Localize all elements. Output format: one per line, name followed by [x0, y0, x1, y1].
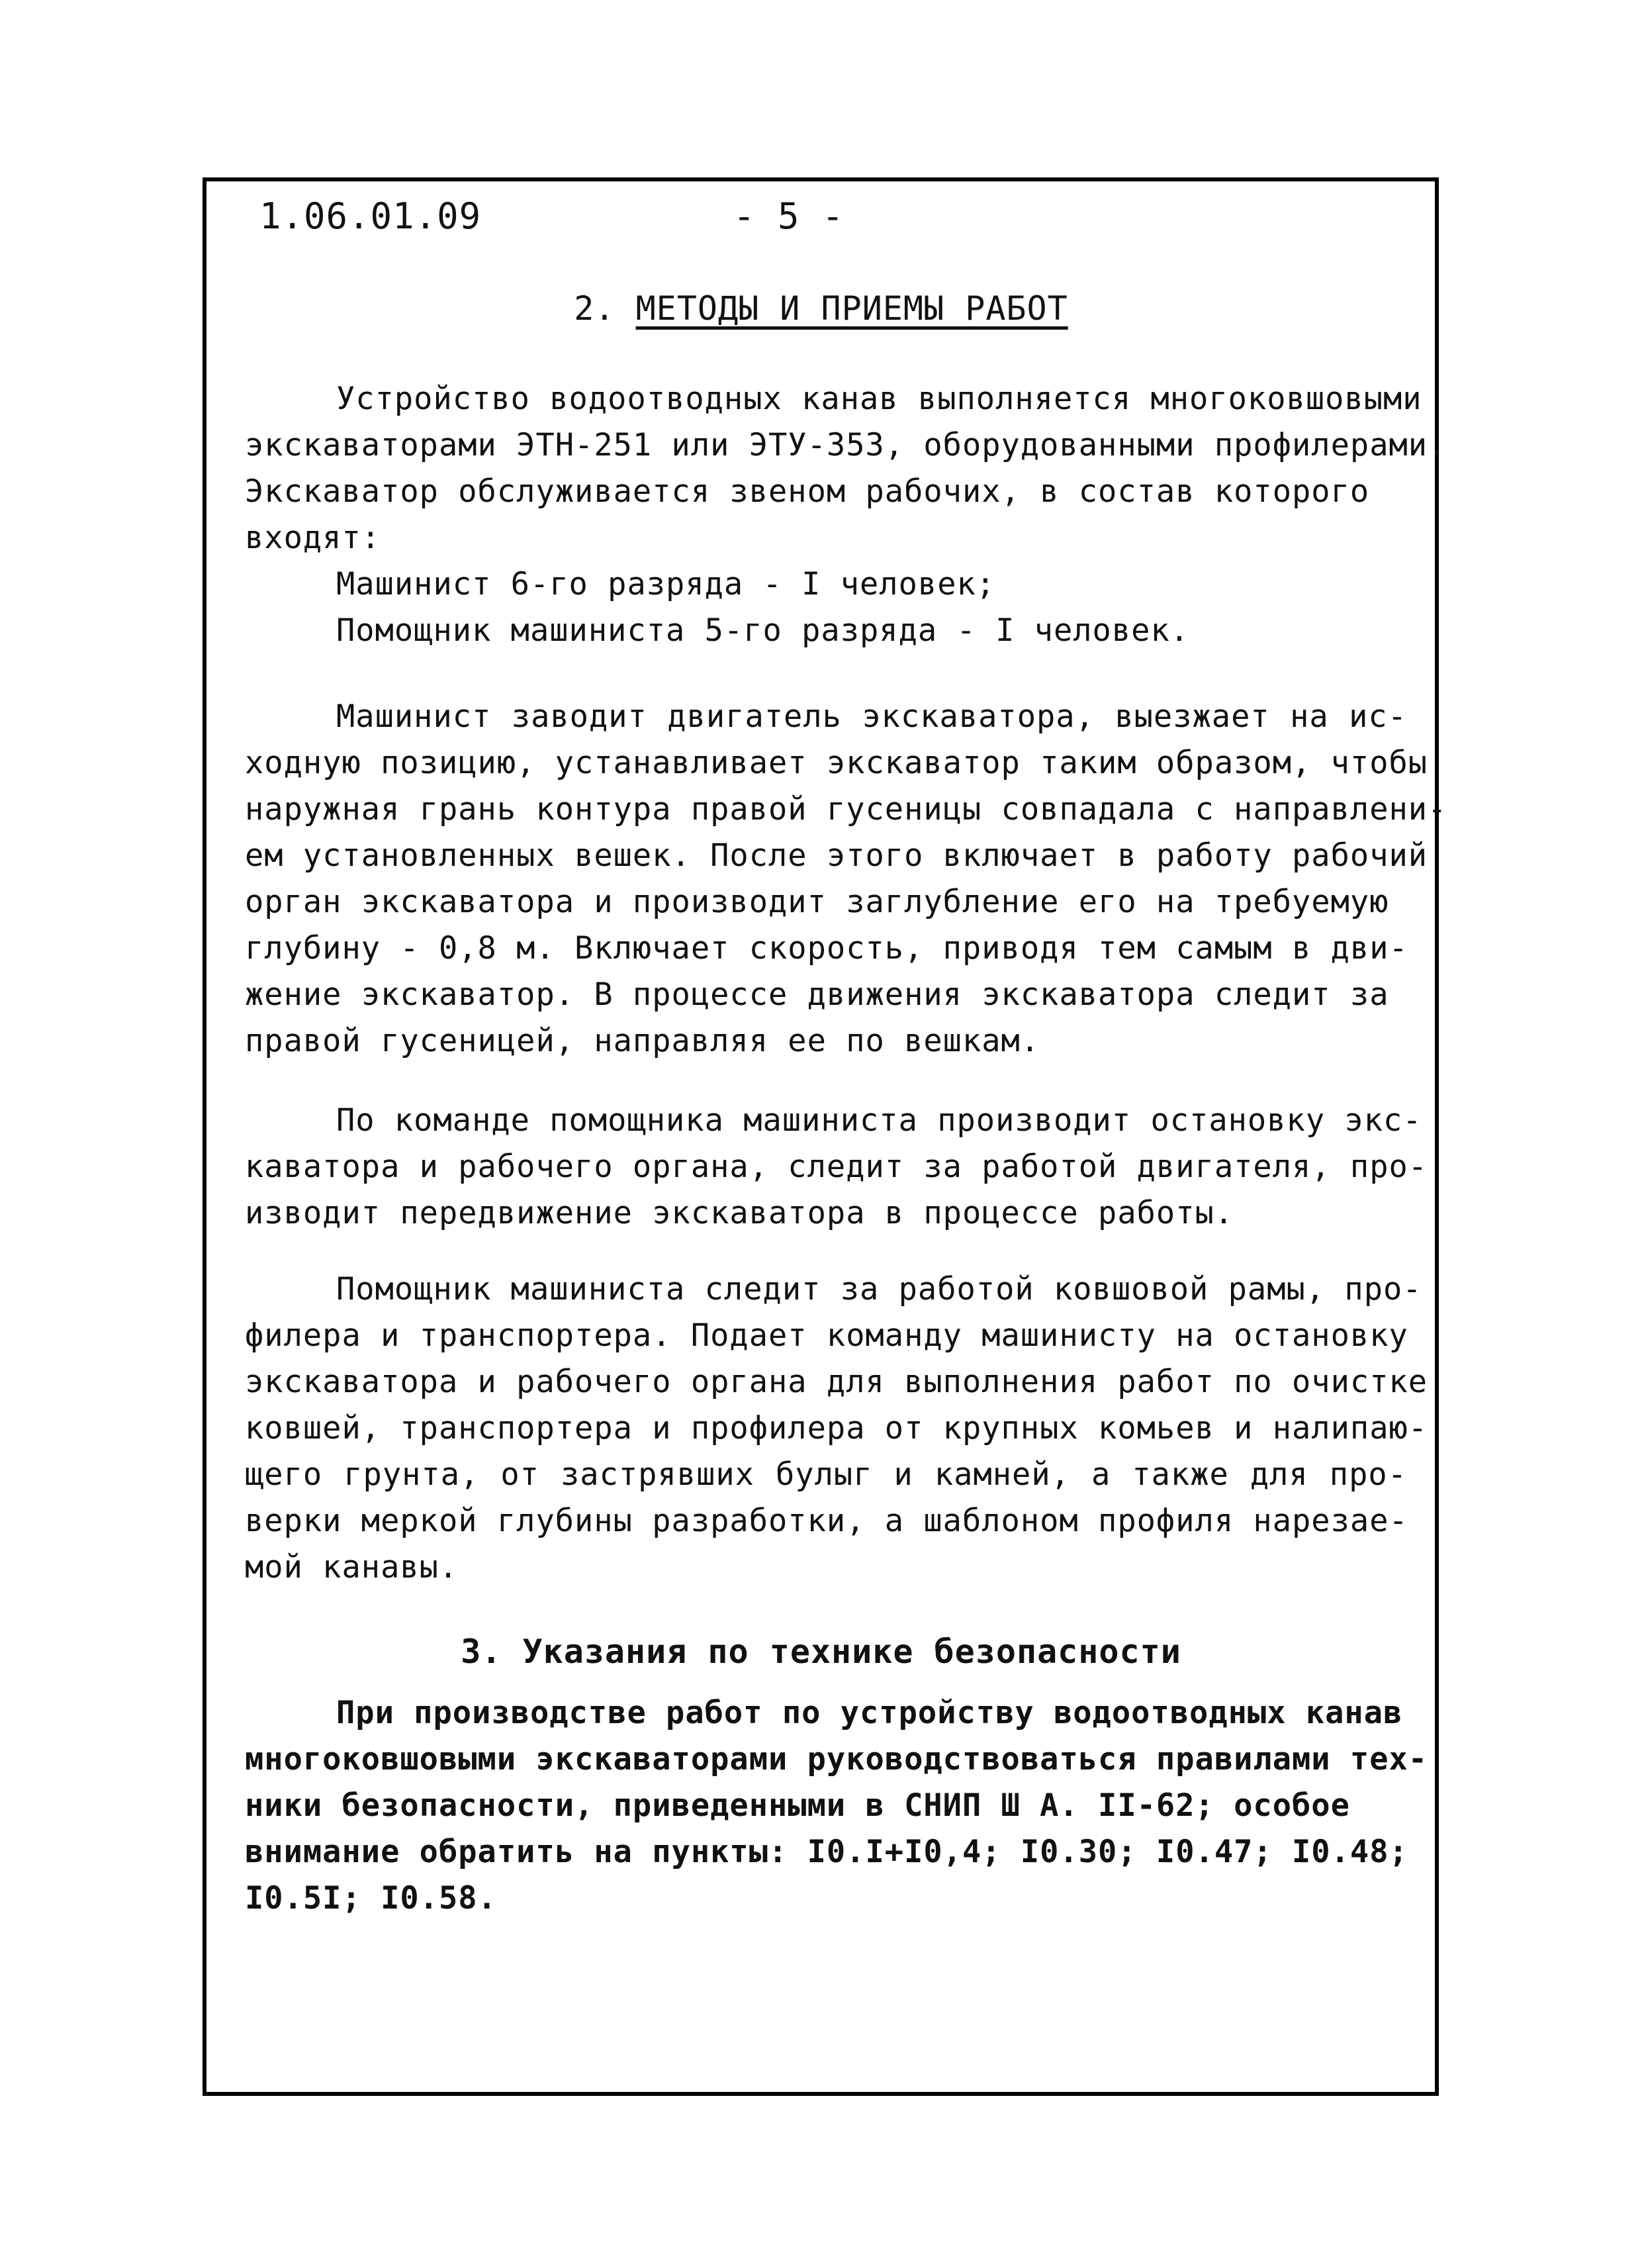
para4-line5: щего грунта, от застрявших булыг и камней, а также для про-	[245, 1456, 1407, 1493]
para4-line3: экскаватора и рабочего органа для выполнения работ по очистке	[245, 1364, 1428, 1400]
para2-line1: Машинист заводит двигатель экскаватора, выезжает на ис-	[336, 698, 1407, 735]
para4-line6: верки меркой глубины разработки, а шаблоном профиля нарезае-	[245, 1503, 1408, 1539]
sec3-line2: многоковшовыми экскаваторами руководствоваться правилами тех-	[245, 1741, 1428, 1777]
para4-line1: Помощник машиниста следит за работой ковшовой рамы, про-	[336, 1271, 1422, 1307]
para1-line1: Устройство водоотводных канав выполняется многоковшовыми	[336, 381, 1422, 417]
document-code: 1.06.01.09	[259, 195, 482, 237]
para1-line2: экскаваторами ЭТН-251 или ЭТУ-353, оборудованными профилерами.	[245, 427, 1447, 463]
para2-line4: ем установленных вешек. После этого включает в работу рабочий	[245, 837, 1428, 874]
para2-line8: правой гусеницей, направляя ее по вешкам.	[245, 1023, 1040, 1059]
section-3-heading: 3. Указания по технике безопасности	[461, 1632, 1181, 1671]
para3-line2: каватора и рабочего органа, следит за работой двигателя, про-	[245, 1149, 1428, 1185]
para2-line6: глубину - 0,8 м. Включает скорость, приводя тем самым в дви-	[245, 930, 1408, 967]
page-number: - 5 -	[733, 195, 844, 237]
para3-line1: По команде помощника машиниста производит остановку экс-	[336, 1102, 1422, 1139]
para4-line2: филера и транспортера. Подает команду машинисту на остановку	[245, 1317, 1408, 1354]
para1-line4: входят:	[245, 520, 381, 556]
sec3-line1: При производстве работ по устройству водоотводных канав	[336, 1695, 1403, 1731]
para1-line6: Помощник машиниста 5-го разряда - I человек.	[336, 612, 1190, 649]
para4-line7: мой канавы.	[245, 1549, 459, 1585]
para4-line4: ковшей, транспортера и профилера от крупных комьев и налипаю-	[245, 1410, 1428, 1446]
para2-line2: ходную позицию, устанавливает экскаватор таким образом, чтобы	[245, 745, 1428, 781]
para3-line3: изводит передвижение экскаватора в процессе работы.	[245, 1195, 1234, 1231]
section-2-heading	[0, 289, 1642, 328]
para2-line5: орган экскаватора и производит заглубление его на требуемую	[245, 884, 1389, 920]
section-2-number: 2.	[574, 289, 616, 328]
section-2-title: МЕТОДЫ И ПРИЕМЫ РАБОТ	[635, 289, 1068, 328]
para2-line3: наружная грань контура правой гусеницы совпадала с направлени-	[245, 791, 1447, 827]
para2-line7: жение экскаватор. В процессе движения экскаватора следит за	[245, 976, 1389, 1013]
sec3-line5: I0.5I; I0.58.	[245, 1880, 497, 1916]
sec3-line3: ники безопасности, приведенными в СНИП Ш А. II-62; особое	[245, 1787, 1350, 1824]
sec3-line4: внимание обратить на пункты: I0.I+I0,4; I0.30; I0.47; I0.48;	[245, 1834, 1408, 1870]
para1-line3: Экскаватор обслуживается звеном рабочих, в состав которого	[245, 473, 1370, 510]
para1-line5: Машинист 6-го разряда - I человек;	[336, 566, 996, 602]
